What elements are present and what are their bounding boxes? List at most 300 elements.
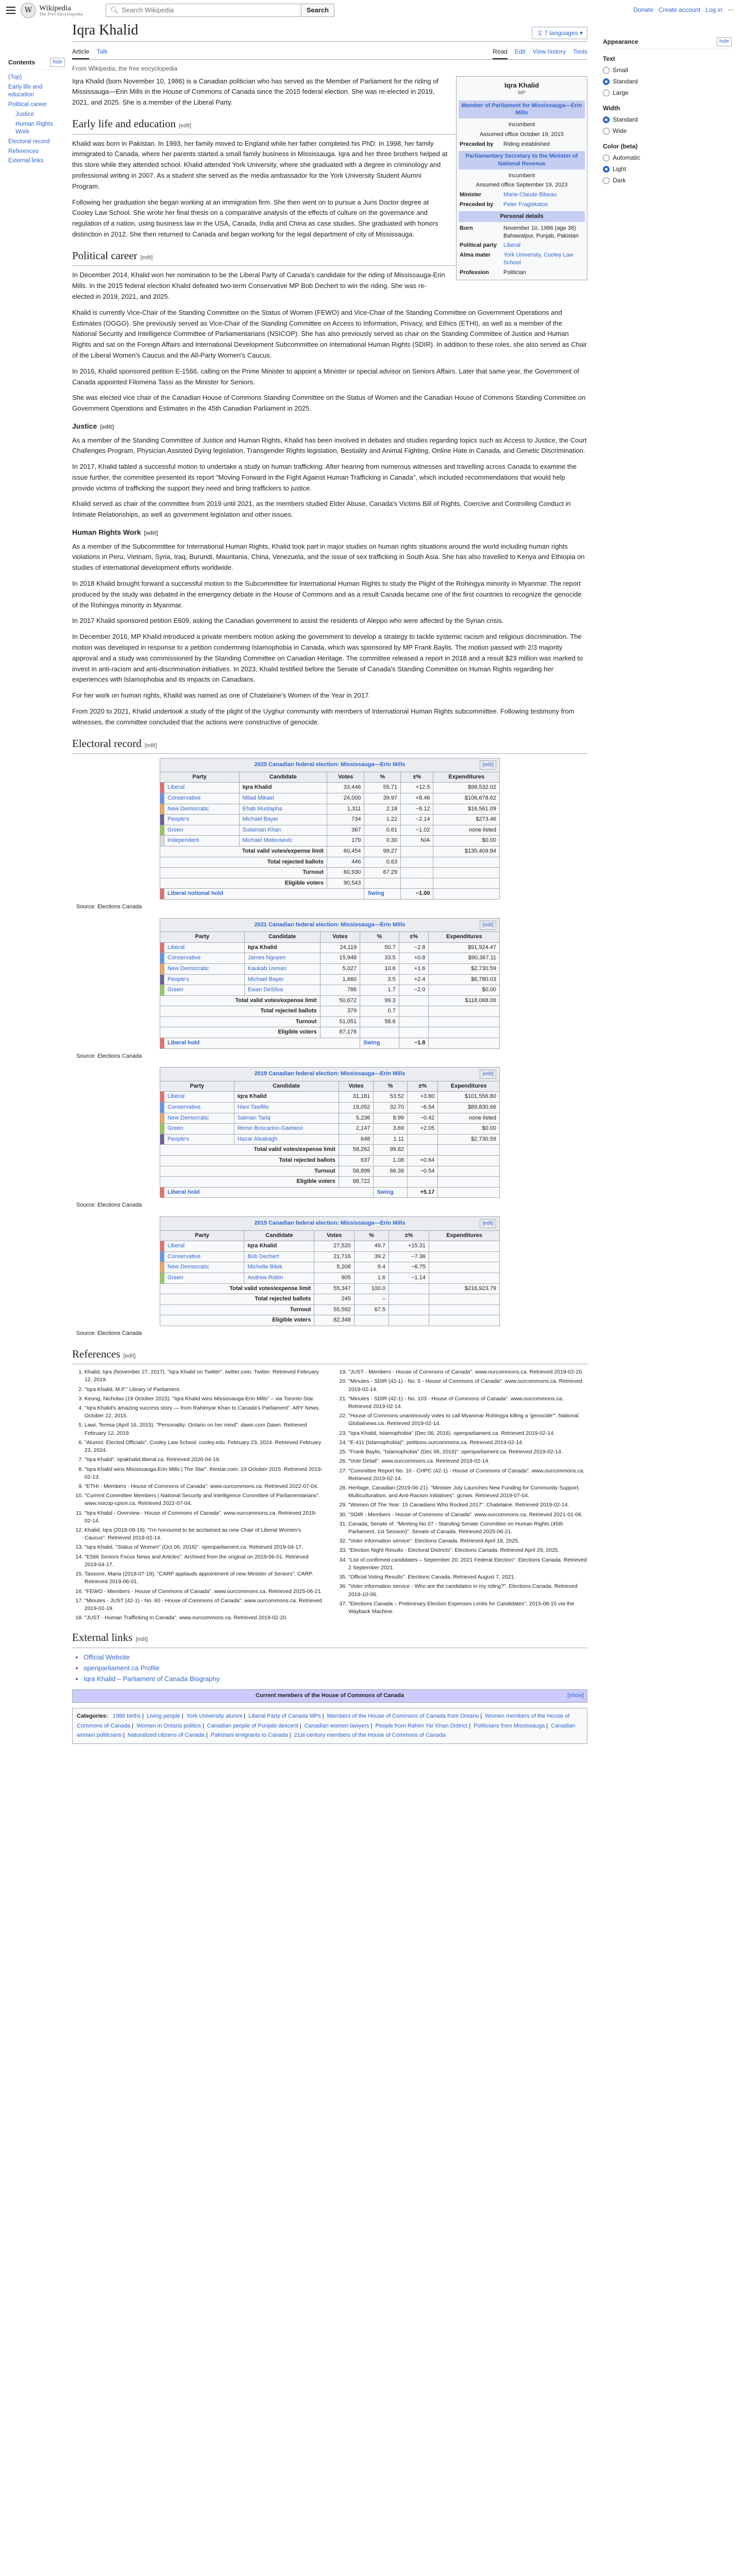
toc-item-human-rights[interactable]: Human Rights Work	[15, 121, 53, 135]
option-label: Small	[613, 66, 629, 74]
totals-change	[399, 995, 429, 1006]
column-header: Candidate	[234, 1081, 339, 1092]
votes-cell: 21,716	[314, 1251, 354, 1262]
totals-percent: 1.08	[374, 1156, 408, 1166]
infobox-row-preceded	[459, 140, 585, 149]
reference-item: 9. "ETHI - Members - House of Commons of Canada". www.ourcommons.ca. Retrieved 2022-07-04.	[85, 1483, 324, 1490]
column-header: Party	[160, 1081, 234, 1092]
toc-item-top[interactable]: (Top)	[8, 74, 22, 80]
hold-label[interactable]: Liberal notional hold	[164, 889, 364, 900]
table-row	[160, 1134, 500, 1145]
infobox-incumbent-2: Incumbent	[508, 172, 535, 179]
edit-table-button[interactable]: [edit]	[480, 1219, 496, 1228]
table-row	[160, 953, 500, 964]
search-button[interactable]: Search	[301, 4, 334, 17]
infobox-key: Preceded by	[460, 141, 494, 148]
paragraph: In 2017, Khalid tabled a successful motion to undertake a study on human trafficking. After hearing from numerous witnesses and travelling across Canada to examine the issue further, the committee presented its report "Moving Forward in the Fight Against Human Trafficking in Canada", which included recommendations that would help provide victims of trafficking the support they need and bring traffickers to justice.	[72, 463, 577, 492]
election-table	[160, 758, 500, 900]
from-wikipedia: From Wikipedia, the free encyclopedia	[72, 64, 178, 72]
party-cell[interactable]: Liberal	[164, 1241, 244, 1252]
election-table	[160, 1216, 500, 1326]
user-links	[633, 5, 734, 14]
toc-item-external-links[interactable]: External links	[8, 158, 44, 164]
reference-item: 25. "Frank Baylis, "Islamophobia" (Dec 06, 2016)". openparliament.ca. Retrieved 2019-02-14.	[348, 1448, 587, 1456]
category-separator: |	[242, 1713, 246, 1720]
totals-percent: 99.27	[364, 846, 401, 857]
appearance-hide-button[interactable]: hide	[717, 37, 732, 46]
totals-label: Total valid votes/expense limit	[160, 846, 327, 857]
change-cell: −6.54	[408, 1103, 438, 1113]
toc-item-political-career[interactable]: Political career	[8, 101, 47, 108]
candidate-cell[interactable]: Michael Mateusevic	[239, 836, 327, 846]
change-cell: +2.4	[399, 974, 429, 985]
candidate-cell[interactable]: Kaukab Usman	[244, 963, 320, 974]
totals-label: Turnout	[160, 1304, 314, 1315]
party-cell[interactable]: Green	[164, 825, 240, 836]
category-link[interactable]: Canadian people of Punjabi descent	[207, 1722, 298, 1729]
navbox-title[interactable]: Current members of the House of Commons of Canada	[256, 1692, 404, 1699]
category-link[interactable]: Canadian women politicians	[77, 1722, 576, 1739]
reference-item: 21. "Minutes - SDIR (42-1) - No. 103 - House of Commons of Canada". www.ourcommons.ca. Retrieved 2019-02-14.	[348, 1395, 587, 1411]
option-label: Dark	[613, 177, 626, 184]
heading-references	[72, 1346, 587, 1365]
reference-item: 1. Khalid, Iqra (November 27, 2017). "Iqra Khalid on Twitter". twitter.com. Twitter. Retrieved February 12, 2019.	[85, 1368, 324, 1384]
category-link[interactable]: Politicians from Mississauga	[474, 1722, 545, 1729]
totals-label: Total rejected ballots	[160, 1006, 321, 1017]
column-header: %	[360, 932, 399, 943]
infobox-row-profession	[459, 268, 585, 278]
expenditures-cell: $0.00	[438, 1124, 500, 1134]
election-caption	[160, 1216, 500, 1230]
color-group	[603, 142, 732, 186]
category-separator: |	[201, 1722, 204, 1729]
paragraph: Following her graduation she began working at an immigration firm. She then went on to pursue a Juris Doctor degree at Cooley Law School. She wrote her final thesis on a comparative analysis of the effects of culture on the governance and regulation of a nation, using business law in the USA, Canada, India and China as case studies. She graduated with honors distinction in 2012. She then returned to Canada and began working for the legal department of city of Mississauga.	[72, 198, 439, 238]
totals-votes: 58,262	[339, 1145, 374, 1156]
party-cell[interactable]: Liberal	[164, 942, 245, 953]
option-label: Light	[613, 165, 627, 173]
party-cell[interactable]: Conservative	[164, 1251, 244, 1262]
candidate-cell[interactable]: Hani Tawfilis	[234, 1103, 339, 1113]
swing-label[interactable]: Swing	[360, 1038, 399, 1049]
edit-section-link[interactable]: [edit]	[179, 122, 192, 129]
external-link-parliament-bio[interactable]: • Iqra Khalid – Parliament of Canada Biography	[83, 1674, 587, 1685]
candidate-cell: Iqra Khalid	[244, 942, 320, 953]
category-separator: |	[467, 1722, 471, 1729]
party-cell[interactable]: People's	[164, 974, 245, 985]
category-link[interactable]: 21st-century members of the House of Commons of Canada	[294, 1732, 446, 1739]
totals-percent: 67.29	[364, 868, 401, 878]
category-separator: |	[180, 1713, 183, 1720]
totals-percent: 99.82	[374, 1145, 408, 1156]
election-header-row	[160, 1081, 500, 1092]
party-cell[interactable]: People's	[164, 815, 240, 825]
infobox-value[interactable]: York University, Cooley Law School	[503, 252, 574, 266]
category-separator: |	[321, 1713, 324, 1720]
candidate-cell[interactable]: Bob Dechert	[244, 1251, 314, 1262]
category-link[interactable]: 1986 births	[112, 1713, 141, 1720]
party-color-swatch	[160, 815, 164, 825]
edit-section-link[interactable]: [edit]	[144, 530, 158, 537]
candidate-cell[interactable]: Michael Bayer	[244, 974, 320, 985]
party-cell[interactable]: Green	[164, 985, 245, 996]
radio-icon	[603, 67, 610, 74]
search-input[interactable]	[106, 4, 301, 17]
table-row	[160, 942, 500, 953]
candidate-cell[interactable]: Andrew Robin	[244, 1273, 314, 1283]
totals-percent	[364, 878, 401, 889]
party-color-swatch	[160, 1251, 164, 1262]
tab-view-history[interactable]: View history	[532, 47, 566, 55]
table-row	[160, 1262, 500, 1273]
candidate-cell[interactable]: Hazar Alsabagh	[234, 1134, 339, 1145]
totals-votes: 90,543	[327, 878, 364, 889]
toc-item-references[interactable]: References	[8, 148, 39, 155]
category-separator: |	[130, 1722, 133, 1729]
change-cell: −2.14	[400, 815, 433, 825]
paragraph: For her work on human rights, Khalid was named as one of Chatelaine's Women of the Year in 2017.	[72, 691, 370, 700]
change-cell: −6.75	[389, 1262, 429, 1273]
party-cell[interactable]: New Democratic	[164, 1262, 244, 1273]
totals-votes: 58,899	[339, 1166, 374, 1177]
category-link[interactable]: Naturalized citizens of Canada	[127, 1732, 205, 1739]
globe-icon: W	[21, 3, 36, 18]
edit-table-button[interactable]: [edit]	[480, 1070, 496, 1079]
infobox-key: Profession	[460, 269, 489, 276]
column-header: Party	[160, 932, 245, 943]
candidate-cell[interactable]: Remo Boscarino-Gaetano	[234, 1124, 339, 1134]
totals-label: Eligible voters	[160, 1315, 314, 1326]
paragraph: Khalid was born in Pakistan. In 1993, her family moved to England while her father completed his PhD. In 1998, her family immigrated to Canada, where her parents started a small family business in Mississauga. Iqra and her three brothers helped at this store while they attended school. Khalid attended York University, where she graduated with a degree in criminology and professional writing in 2007. As a student she served as the media ambassador for the York University Student Alumni Program.	[72, 139, 448, 190]
percent-cell: 1.11	[374, 1134, 408, 1145]
table-of-contents	[8, 58, 65, 166]
edit-table-button[interactable]: [edit]	[480, 760, 496, 770]
candidate-cell[interactable]: Michael Bayer	[239, 815, 327, 825]
votes-cell: 905	[314, 1273, 354, 1283]
reference-item: 27. "Committee Report No. 10 - CHPC (42-1) - House of Commons of Canada". www.ourcommons.ca. Retrieved 2019-02-14.	[348, 1467, 587, 1483]
election-caption-text[interactable]: 2021 Canadian federal election: Mississauga—Erin Mills	[254, 921, 406, 928]
totals-change	[400, 868, 433, 878]
text-size-label: Text	[603, 55, 615, 62]
radio-icon	[603, 90, 610, 96]
party-cell[interactable]: Green	[164, 1273, 244, 1283]
tab-talk[interactable]: Talk	[96, 47, 108, 55]
totals-label: Eligible voters	[160, 878, 327, 889]
column-header: Expenditures	[429, 932, 500, 943]
votes-cell: 24,119	[320, 942, 360, 953]
reference-item: 26. "Vote Detail". www.ourcommons.ca. Retrieved 2019-02-14.	[348, 1458, 587, 1465]
paragraph: From 2020 to 2021, Khalid undertook a study of the plight of the Uyghur community with members of International Human Rights subcommittee. Following testimony from witnesses, the committee concluded that the actions were constructive of genocide.	[72, 707, 575, 726]
expenditures-cell	[429, 1262, 499, 1273]
totals-row	[160, 1166, 500, 1177]
paragraph: As a member of the Standing Committee of Justice and Human Rights, Khalid has been involved in debates and studies regarding topics such as Access to Justice, the Court Challenges Program, Physician Assisted Dying legislation, Transgender Rights legislation, Bestiality and Animal Fighting, Online Hate in Canada, and Genetic Discrimination.	[72, 436, 587, 455]
totals-percent: 66.39	[374, 1166, 408, 1177]
infobox-key: Minister	[460, 192, 482, 198]
text-standard-option[interactable]	[603, 76, 732, 87]
party-color-swatch	[160, 1262, 164, 1273]
party-color-swatch	[160, 836, 164, 846]
reference-item: 31. Canada, Senate of. "Meeting No 07 - Standing Senate Committee on Human Rights (45th Parliament, 1st Session)". Senate of Canada. Retrieved 2025-06-21.	[348, 1520, 587, 1536]
infobox-row-minister	[459, 190, 585, 200]
more-options-icon[interactable]: ⋯	[728, 6, 734, 13]
category-link[interactable]: Liberal Party of Canada MPs	[248, 1713, 321, 1720]
reference-item: 33. "Election Night Results - Electoral Districts". Elections Canada. Retrieved April 29, 2025.	[348, 1547, 587, 1554]
totals-expenditures	[429, 1006, 500, 1017]
infobox-row-party	[459, 241, 585, 250]
totals-votes: 51,051	[320, 1016, 360, 1027]
party-color-swatch	[160, 963, 164, 974]
totals-percent: –	[354, 1294, 389, 1305]
text-large-option[interactable]	[603, 87, 732, 98]
heading-text: External links	[72, 1631, 133, 1644]
category-link[interactable]: York University alumni	[186, 1713, 243, 1720]
tab-edit[interactable]: Edit	[514, 47, 526, 55]
infobox-value[interactable]: Peter Fragiskatos	[503, 201, 548, 208]
external-link-official-website[interactable]: • Official Website	[83, 1652, 587, 1663]
category-link[interactable]: Women members of the House of Commons of Canada	[77, 1713, 570, 1729]
category-link[interactable]: People from Rahim Yar Khan District	[375, 1722, 468, 1729]
candidate-cell[interactable]: Ehab Mustapha	[239, 804, 327, 815]
color-automatic-option[interactable]	[603, 152, 732, 163]
search-form	[106, 4, 334, 17]
column-header: Party	[160, 1230, 244, 1241]
party-cell[interactable]: New Democratic	[164, 1113, 234, 1124]
party-color-swatch	[160, 793, 164, 804]
external-link-openparliament[interactable]: • openparliament.ca Profile	[83, 1663, 587, 1674]
category-link[interactable]: Women in Ontario politics	[136, 1722, 201, 1729]
infobox-value[interactable]: Marie-Claude Bibeau	[503, 192, 557, 198]
party-cell[interactable]: Liberal	[164, 1092, 234, 1103]
election-caption	[160, 758, 500, 772]
reference-item: 35. "Official Voting Results". Elections Canada. Retrieved August 7, 2021.	[348, 1573, 587, 1581]
totals-change	[399, 1016, 429, 1027]
totals-change	[389, 1304, 429, 1315]
party-cell[interactable]: Conservative	[164, 793, 240, 804]
expenditures-cell: $16,561.09	[433, 804, 500, 815]
infobox-value: Riding established	[503, 141, 550, 148]
toc-item-justice[interactable]: Justice	[15, 111, 34, 117]
edit-section-link[interactable]: [edit]	[144, 742, 157, 749]
table-row	[160, 1113, 500, 1124]
totals-percent: 0.63	[364, 857, 401, 868]
radio-icon	[603, 128, 610, 134]
election-caption-text[interactable]: 2025 Canadian federal election: Mississauga—Erin Mills	[254, 761, 406, 768]
party-color-swatch	[160, 783, 164, 793]
totals-label: Total valid votes/expense limit	[160, 1145, 339, 1156]
text-small-option[interactable]	[603, 64, 732, 76]
reference-item: 24. "E-411 (Islamophobia)". petitions.ourcommons.ca. Retrieved 2019-02-14.	[348, 1439, 587, 1447]
column-header: ±%	[400, 772, 433, 783]
color-dark-option[interactable]	[603, 175, 732, 186]
color-light-option[interactable]	[603, 163, 732, 175]
totals-row	[160, 1016, 500, 1027]
table-row	[160, 1092, 500, 1103]
totals-votes: 60,930	[327, 868, 364, 878]
party-color-swatch	[160, 1092, 164, 1103]
reference-item: 23. "Iqra Khalid, Islamophobia" (Dec 06, 2016). openparliament.ca. Retrieved 2019-02-14.	[348, 1430, 587, 1437]
width-wide-option[interactable]	[603, 125, 732, 137]
swing-label[interactable]: Swing	[364, 889, 401, 900]
column-header: Candidate	[244, 932, 320, 943]
election-source[interactable]: Source: Elections Canada	[76, 1053, 142, 1059]
percent-cell: 10.6	[360, 963, 399, 974]
party-color-swatch	[160, 825, 164, 836]
infobox-value[interactable]: Liberal	[503, 242, 521, 249]
category-separator: |	[204, 1732, 208, 1739]
radio-icon	[603, 177, 610, 184]
reference-item: 32. "Voter information service". Elections Canada. Retrieved April 18, 2025.	[348, 1537, 587, 1545]
swing-value: +5.17	[408, 1187, 438, 1198]
totals-row	[160, 1315, 500, 1326]
column-header: Votes	[327, 772, 364, 783]
percent-cell: 39.2	[354, 1251, 389, 1262]
party-cell[interactable]: Green	[164, 1124, 234, 1134]
totals-votes: 379	[320, 1006, 360, 1017]
change-cell	[408, 1134, 438, 1145]
toc-hide-button[interactable]: hide	[50, 58, 65, 67]
width-standard-option[interactable]	[603, 114, 732, 125]
party-cell[interactable]: People's	[164, 1134, 234, 1145]
hold-row	[160, 889, 500, 900]
swing-label[interactable]: Swing	[374, 1187, 408, 1198]
percent-cell: 39.97	[364, 793, 401, 804]
party-color-swatch	[160, 1113, 164, 1124]
tab-read[interactable]: Read	[493, 45, 508, 59]
toc-item-early-life[interactable]: Early life and education	[8, 83, 43, 98]
votes-cell: 179	[327, 836, 364, 846]
toc-item-electoral-record[interactable]: Electoral record	[8, 138, 50, 145]
login-link[interactable]: Log in	[705, 6, 722, 13]
category-link[interactable]: Living people	[146, 1713, 180, 1720]
totals-row	[160, 1156, 500, 1166]
totals-percent: 100.0	[354, 1283, 389, 1294]
category-separator: |	[545, 1722, 548, 1729]
party-cell[interactable]: Conservative	[164, 1103, 234, 1113]
votes-cell: 734	[327, 815, 364, 825]
reference-item: 12. Khalid, Iqra (2018-09-19). "I'm honoured to be acclaimed as new Chair of Liberal Women's Caucus". Retrieved 2019-02-14.	[85, 1527, 324, 1542]
column-header: Candidate	[239, 772, 327, 783]
category-link[interactable]: Canadian women lawyers	[304, 1722, 369, 1729]
party-color-swatch	[160, 974, 164, 985]
expenditures-cell: $273.46	[433, 815, 500, 825]
totals-change	[389, 1294, 429, 1305]
reference-item: 11. "Iqra Khalid - Overview - House of Commons of Canada". www.ourcommons.ca. Retrieved 2019-02-14.	[85, 1510, 324, 1525]
totals-row	[160, 1145, 500, 1156]
language-button[interactable]: 文 7 languages ▾	[532, 27, 587, 39]
infobox-key: Preceded by	[460, 201, 494, 208]
candidate-cell[interactable]: Sulaiman Khan	[239, 825, 327, 836]
category-list	[77, 1713, 575, 1738]
edit-section-link[interactable]: [edit]	[100, 423, 114, 430]
totals-expenditures	[429, 1304, 499, 1315]
reference-list	[72, 1368, 587, 1622]
infobox-office[interactable]: Member of Parliament for Mississauga—Erin Mills	[459, 100, 585, 119]
edit-section-link[interactable]: [edit]	[140, 254, 153, 261]
election-source[interactable]: Source: Elections Canada	[76, 1330, 142, 1336]
option-label: Standard	[613, 116, 638, 123]
edit-table-button[interactable]: [edit]	[480, 921, 496, 930]
categories-label: Categories:	[77, 1713, 108, 1720]
expenditures-cell: none listed	[433, 825, 500, 836]
width-group	[603, 104, 732, 137]
change-cell: −8.12	[400, 804, 433, 815]
paragraph: As a member of the Subcommittee for International Human Rights, Khalid took part in major studies on human rights situations around the world including human rights violations in Peru, Vietnam, Syria, Iraq, Burundi, Mauritania, China, Venezuela, and the issue of sex trafficking in South Asia. She has also travelled to Kenya and Ethiopia on studies of international development efforts worldwide.	[72, 542, 585, 572]
category-separator: |	[298, 1722, 301, 1729]
party-cell[interactable]: Independent	[164, 836, 240, 846]
main-menu-icon[interactable]	[4, 4, 18, 17]
edit-section-link[interactable]: [edit]	[123, 1352, 136, 1359]
reference-item: 4. "Iqra Khalid's amazing success story — from Rahimyar Khan to Canada's Parliament". ARY News. October 22, 2015.	[85, 1404, 324, 1420]
donate-link[interactable]: Donate	[633, 6, 653, 13]
category-link[interactable]: Pakistani emigrants to Canada	[210, 1732, 288, 1739]
totals-percent: 0.7	[360, 1006, 399, 1017]
heading-text: Early life and education	[72, 117, 176, 130]
votes-cell: 1,660	[320, 974, 360, 985]
candidate-cell[interactable]: Salman Tariq	[234, 1113, 339, 1124]
text-size-group	[603, 54, 732, 98]
column-header: Expenditures	[438, 1081, 500, 1092]
category-link[interactable]: Members of the House of Commons of Canada from Ontario	[327, 1713, 479, 1720]
intro-paragraph: Iqra Khalid (born November 10, 1986) is a Canadian politician who has served as the Member of Parliament for the riding of Mississauga—Erin Mills in the House of Commons of Canada since the 2015 federal election. She was re-elected in 2019, 2021, and 2025. She is a member of the Liberal Party.	[72, 77, 439, 107]
totals-expenditures	[433, 878, 500, 889]
hold-label[interactable]: Liberal hold	[164, 1187, 374, 1198]
election-caption-text[interactable]: 2015 Canadian federal election: Mississauga—Erin Mills	[254, 1219, 406, 1226]
election-caption-row	[160, 1067, 500, 1081]
party-cell[interactable]: Conservative	[164, 953, 245, 964]
hold-label[interactable]: Liberal hold	[164, 1038, 360, 1049]
wikipedia-logo[interactable]	[21, 3, 83, 18]
party-cell[interactable]: Liberal	[164, 783, 240, 793]
party-color-swatch	[160, 953, 164, 964]
percent-cell: 8.99	[374, 1113, 408, 1124]
table-row	[160, 1251, 500, 1262]
reference-item: 22. "House of Commons unanimously votes to call Myanmar Rohingya killing a 'genocide'". National. Globalnews.ca. Retrieved 2019-02-14.	[348, 1412, 587, 1428]
party-cell[interactable]: New Democratic	[164, 963, 245, 974]
reference-item: 28. Heritage, Canadian (2019-06-21). "Minister Joly Launches New Funding for Community Support, Multiculturalism, and Anti-Racism Initiatives". gcnws. Retrieved 2019-07-04.	[348, 1484, 587, 1500]
expenditures-cell: $2,730.59	[438, 1134, 500, 1145]
edit-section-link[interactable]: [edit]	[136, 1636, 148, 1643]
appearance-panel	[603, 37, 732, 186]
infobox-key: Alma mater	[460, 252, 491, 259]
totals-row	[160, 1283, 500, 1294]
election-header-row	[160, 932, 500, 943]
reference-item: 19. "JUST - Members - House of Commons of Canada". www.ourcommons.ca. Retrieved 2019-02-20.	[348, 1368, 587, 1376]
tab-article[interactable]: Article	[72, 45, 89, 59]
totals-votes: 446	[327, 857, 364, 868]
totals-expenditures: $118,068.06	[429, 995, 500, 1006]
table-row	[160, 815, 500, 825]
election-source[interactable]: Source: Elections Canada	[76, 903, 142, 910]
appearance-title: Appearance	[603, 38, 638, 45]
election-caption-text[interactable]: 2019 Canadian federal election: Mississauga—Erin Mills	[254, 1071, 406, 1077]
election-source[interactable]: Source: Elections Canada	[76, 1202, 142, 1209]
heading-text: Political career	[72, 249, 138, 262]
percent-cell: 1.22	[364, 815, 401, 825]
tab-tools[interactable]: Tools	[572, 47, 587, 55]
candidate-cell[interactable]: Ewan DeSilva	[244, 985, 320, 996]
totals-change	[399, 1006, 429, 1017]
totals-votes: 87,176	[320, 1027, 360, 1038]
candidate-cell[interactable]: Milad Mikael	[239, 793, 327, 804]
party-cell[interactable]: New Democratic	[164, 804, 240, 815]
create-account-link[interactable]: Create account	[658, 6, 701, 13]
totals-change	[408, 1177, 438, 1188]
candidate-cell[interactable]: James Nguyen	[244, 953, 320, 964]
appearance-header	[603, 37, 732, 49]
candidate-cell[interactable]: Michelle Bilek	[244, 1262, 314, 1273]
election-caption-row	[160, 1216, 500, 1230]
navbox-toggle[interactable]: [show]	[567, 1692, 584, 1699]
infobox-office-2[interactable]: Parliamentary Secretary to the Minister of National Revenue	[459, 151, 585, 170]
